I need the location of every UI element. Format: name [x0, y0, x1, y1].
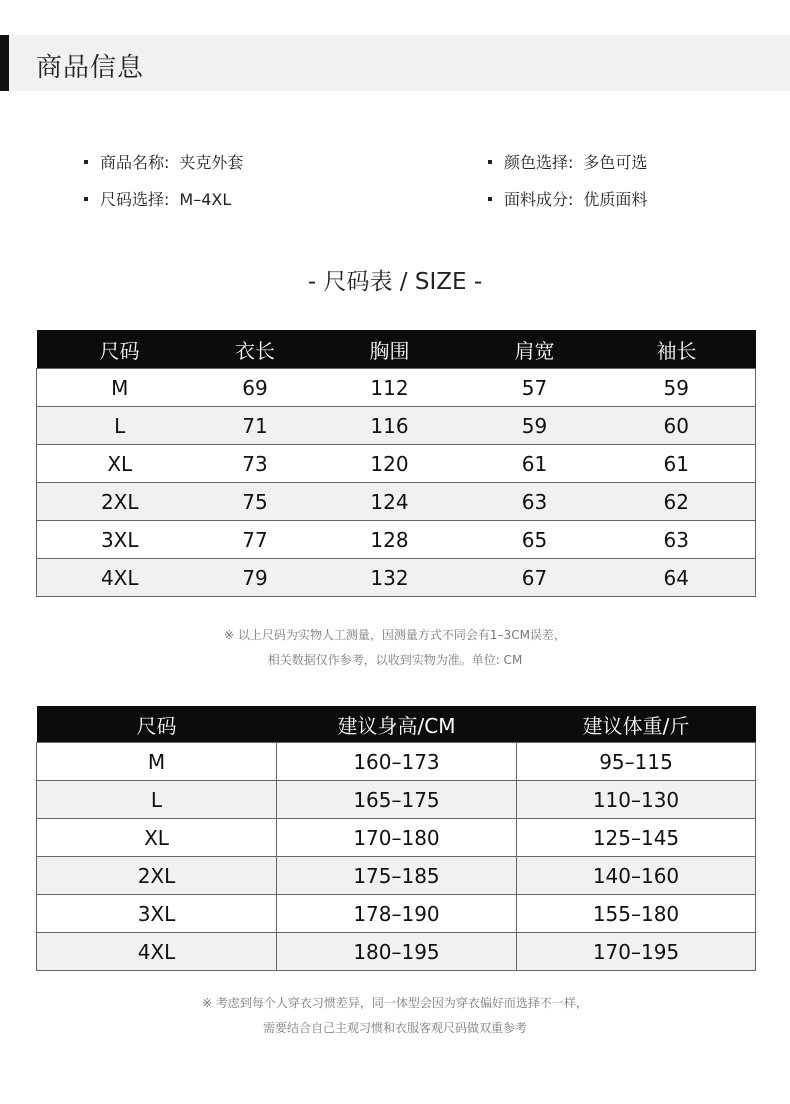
table-cell: 170–195: [517, 933, 756, 971]
bullet-icon: [488, 197, 492, 201]
info-product-name: [84, 150, 243, 173]
table-row: [37, 559, 756, 597]
header-accent: [0, 35, 9, 91]
table-cell: L: [37, 781, 277, 819]
table-cell: 178–190: [277, 895, 517, 933]
table-cell: 63: [472, 483, 598, 521]
table-cell: 155–180: [517, 895, 756, 933]
table-cell: M: [37, 743, 277, 781]
column-header: 建议身高/CM: [277, 706, 517, 743]
table-row: [37, 781, 756, 819]
table-cell: 64: [598, 559, 756, 597]
table-cell: 3XL: [37, 521, 203, 559]
size-table: [36, 330, 756, 597]
table-cell: 59: [598, 369, 756, 407]
info-label: 尺码选择:: [100, 190, 170, 209]
info-value: 夹克外套: [179, 153, 244, 172]
table-cell: 124: [308, 483, 472, 521]
table-row: [37, 445, 756, 483]
table-row: [37, 369, 756, 407]
table-cell: 61: [472, 445, 598, 483]
table-row: [37, 521, 756, 559]
bullet-icon: [84, 160, 88, 164]
page-title: 商品信息: [36, 53, 145, 83]
bullet-icon: [488, 160, 492, 164]
table-cell: 160–173: [277, 743, 517, 781]
table-cell: 175–185: [277, 857, 517, 895]
table-row: [37, 895, 756, 933]
measurement-note-line1: ※ 以上尺码为实物人工测量，因测量方式不同会有1–3CM误差，: [224, 628, 566, 642]
table-row: [37, 819, 756, 857]
column-header: 胸围: [308, 330, 472, 369]
table-cell: 4XL: [37, 933, 277, 971]
table-cell: 79: [203, 559, 308, 597]
header-bar: [0, 35, 790, 91]
info-color: [488, 150, 647, 173]
column-header: 尺码: [37, 330, 203, 369]
table-cell: 165–175: [277, 781, 517, 819]
table-cell: M: [37, 369, 203, 407]
bullet-icon: [84, 197, 88, 201]
column-header: 尺码: [37, 706, 277, 743]
info-value: 优质面料: [583, 190, 648, 209]
table-row: [37, 483, 756, 521]
table-cell: 77: [203, 521, 308, 559]
fit-note-line2: 需要结合自己主观习惯和衣服客观尺码做双重参考: [262, 1021, 527, 1035]
fit-note-line1: ※ 考虑到每个人穿衣习惯差异，同一体型会因为穿衣偏好而选择不一样，: [202, 996, 588, 1010]
recommend-table: [36, 706, 756, 971]
size-chart-title: - 尺码表 / SIZE -: [307, 269, 483, 295]
table-cell: 73: [203, 445, 308, 483]
table-cell: 67: [472, 559, 598, 597]
table-cell: 116: [308, 407, 472, 445]
table-cell: 120: [308, 445, 472, 483]
table-header-row: [37, 706, 756, 743]
table-cell: 110–130: [517, 781, 756, 819]
info-label: 商品名称:: [100, 153, 170, 172]
table-cell: 69: [203, 369, 308, 407]
table-header-row: [37, 330, 756, 369]
table-row: [37, 743, 756, 781]
column-header: 衣长: [203, 330, 308, 369]
measurement-note-line2: 相关数据仅作参考，以收到实物为准。单位: CM: [267, 653, 523, 667]
column-header: 建议体重/斤: [517, 706, 756, 743]
table-cell: 4XL: [37, 559, 203, 597]
table-cell: 128: [308, 521, 472, 559]
table-cell: 2XL: [37, 857, 277, 895]
table-cell: 65: [472, 521, 598, 559]
table-cell: 75: [203, 483, 308, 521]
table-cell: 57: [472, 369, 598, 407]
table-cell: 60: [598, 407, 756, 445]
table-cell: 61: [598, 445, 756, 483]
table-cell: 95–115: [517, 743, 756, 781]
table-row: [37, 857, 756, 895]
info-fabric: [488, 187, 647, 210]
table-cell: 132: [308, 559, 472, 597]
table-row: [37, 407, 756, 445]
table-cell: 3XL: [37, 895, 277, 933]
table-cell: 112: [308, 369, 472, 407]
column-header: 肩宽: [472, 330, 598, 369]
table-row: [37, 933, 756, 971]
table-cell: XL: [37, 819, 277, 857]
info-label: 颜色选择:: [504, 153, 574, 172]
table-cell: XL: [37, 445, 203, 483]
info-value: 多色可选: [583, 153, 648, 172]
table-cell: 180–195: [277, 933, 517, 971]
table-cell: 71: [203, 407, 308, 445]
table-cell: L: [37, 407, 203, 445]
table-cell: 62: [598, 483, 756, 521]
table-cell: 2XL: [37, 483, 203, 521]
info-size: [84, 187, 231, 210]
table-cell: 63: [598, 521, 756, 559]
table-cell: 59: [472, 407, 598, 445]
table-cell: 125–145: [517, 819, 756, 857]
table-cell: 140–160: [517, 857, 756, 895]
table-cell: 170–180: [277, 819, 517, 857]
column-header: 袖长: [598, 330, 756, 369]
info-value: M–4XL: [179, 190, 232, 209]
info-label: 面料成分:: [504, 190, 574, 209]
